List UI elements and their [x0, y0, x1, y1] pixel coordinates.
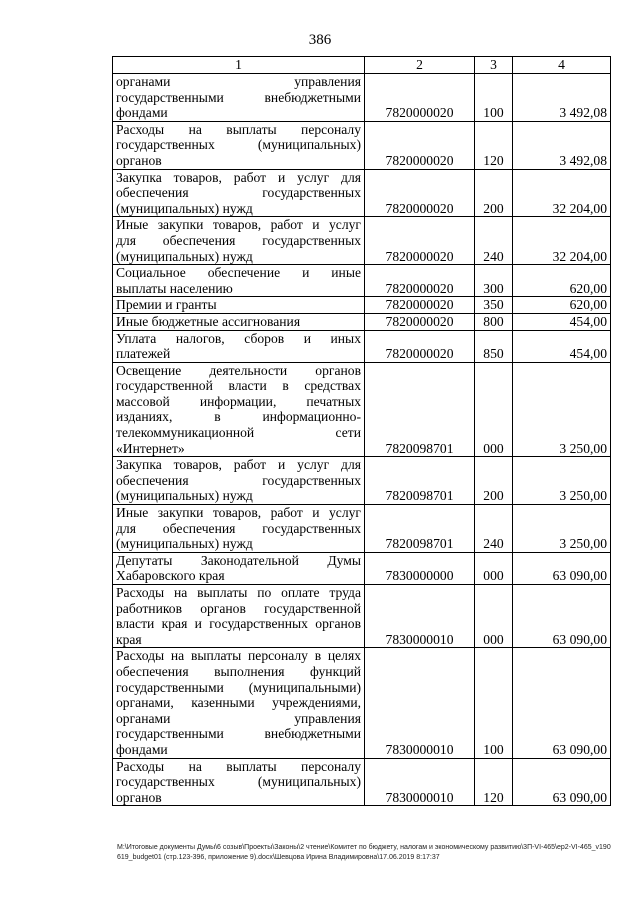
expense-type-code: 100	[475, 74, 513, 122]
expense-name-line: органами управления	[116, 74, 361, 89]
expense-name	[113, 217, 365, 265]
amount: 3 492,08	[513, 121, 611, 169]
amount: 620,00	[513, 265, 611, 297]
expense-name	[113, 585, 365, 648]
expense-type-code: 240	[475, 505, 513, 553]
expense-type-code: 800	[475, 313, 513, 330]
expense-name-line: государственными внебюджетными	[116, 89, 361, 105]
target-code: 7830000010	[365, 585, 475, 648]
table-row	[113, 552, 611, 584]
target-code: 7820000020	[365, 297, 475, 314]
expense-name-line: (муниципальных) нужд	[116, 248, 253, 264]
amount: 3 250,00	[513, 362, 611, 457]
table-body	[113, 74, 611, 806]
expense-name-line: Закупка товаров, работ и услуг для	[116, 457, 361, 473]
amount: 63 090,00	[513, 552, 611, 584]
table-row	[113, 121, 611, 169]
expense-type-code: 000	[475, 362, 513, 457]
expense-name-line: края	[116, 631, 142, 647]
expense-name-line: государственными внебюджетными	[116, 726, 361, 742]
expense-name	[113, 648, 365, 758]
table-row	[113, 265, 611, 297]
expense-name-line: государственных (муниципальных)	[116, 774, 361, 790]
amount: 454,00	[513, 313, 611, 330]
target-code: 7830000010	[365, 758, 475, 806]
expense-name-line: Освещение деятельности органов	[116, 362, 361, 378]
header-col-2: 2	[365, 57, 475, 74]
expense-name-line: органами управления	[116, 710, 361, 726]
page-number: 386	[308, 32, 332, 48]
expense-name	[113, 297, 365, 314]
expense-type-code: 240	[475, 217, 513, 265]
expense-type-code: 200	[475, 457, 513, 505]
expense-name-line: (муниципальных) нужд	[116, 488, 253, 504]
target-code: 7820000020	[365, 121, 475, 169]
expense-type-code: 350	[475, 297, 513, 314]
expense-name-line: для обеспечения государственных	[116, 520, 361, 536]
header-col-4: 4	[513, 57, 611, 74]
expense-type-code: 300	[475, 265, 513, 297]
expense-name-line: государственной власти в средствах	[116, 378, 361, 394]
table-row	[113, 313, 611, 330]
amount: 3 492,08	[513, 74, 611, 122]
expense-name-line: Расходы на выплаты персоналу	[116, 121, 361, 137]
expense-name-line: органами, казенными учреждениями,	[116, 695, 361, 711]
expense-name	[113, 362, 365, 457]
expense-name-line: Иные закупки товаров, работ и услуг	[116, 217, 361, 233]
expense-name	[113, 121, 365, 169]
expense-name	[113, 330, 365, 362]
expense-name-line: телекоммуникационной сети	[116, 425, 361, 441]
expense-type-code: 000	[475, 585, 513, 648]
expense-name-line: обеспечения выполнения функций	[116, 663, 361, 679]
expense-name	[113, 74, 365, 122]
amount: 3 250,00	[513, 505, 611, 553]
amount: 63 090,00	[513, 648, 611, 758]
amount: 620,00	[513, 297, 611, 314]
table-row	[113, 758, 611, 806]
table-row	[113, 648, 611, 758]
table-header-row	[113, 57, 611, 74]
expense-name-line: фондами	[116, 105, 168, 121]
expense-type-code: 200	[475, 169, 513, 217]
expense-name-line: органов	[116, 152, 162, 168]
expense-name-line: органов	[116, 789, 162, 805]
expense-type-code: 000	[475, 552, 513, 584]
target-code: 7820000020	[365, 217, 475, 265]
target-code: 7820000020	[365, 74, 475, 122]
expense-name	[113, 758, 365, 806]
expense-name-line: для обеспечения государственных	[116, 232, 361, 248]
expense-name-line: массовой информации, печатных	[116, 393, 361, 409]
target-code: 7820000020	[365, 169, 475, 217]
amount: 32 204,00	[513, 217, 611, 265]
file-path-footer: M:\Итоговые документы Думы\6 созыв\Проекты\Законы\2 чтение\Комитет по бюджету, налогам и экономическому развитию\3П-VI-465\ep2-VI-465_v190619_budget01 (стр.123-396, приложение 9).docx\Шевцова Ирина Владимировна\17.06.2019 8:17:37	[117, 844, 611, 861]
expense-name	[113, 552, 365, 584]
amount: 63 090,00	[513, 585, 611, 648]
expense-name-line: «Интернет»	[116, 440, 185, 456]
amount: 63 090,00	[513, 758, 611, 806]
expense-type-code: 120	[475, 121, 513, 169]
table-row	[113, 330, 611, 362]
target-code: 7820000020	[365, 313, 475, 330]
expense-name	[113, 313, 365, 330]
expense-name-line: (муниципальных) нужд	[116, 536, 253, 552]
expense-name-line: Расходы на выплаты персоналу в целях	[116, 648, 361, 664]
expense-name-line: Закупка товаров, работ и услуг для	[116, 169, 361, 185]
target-code: 7820098701	[365, 505, 475, 553]
expense-name-line: Расходы на выплаты персоналу	[116, 758, 361, 774]
expense-name-line: Премии и гранты	[116, 297, 217, 313]
header-col-3: 3	[475, 57, 513, 74]
expense-type-code: 120	[475, 758, 513, 806]
target-code: 7820000020	[365, 265, 475, 297]
expense-name	[113, 169, 365, 217]
table-row	[113, 585, 611, 648]
expense-name-line: выплаты населению	[116, 280, 233, 296]
table-row	[113, 169, 611, 217]
target-code: 7820000020	[365, 330, 475, 362]
expense-name-line: Социальное обеспечение и иные	[116, 265, 361, 281]
expense-name-line: государственных (муниципальных)	[116, 137, 361, 153]
expense-name-line: фондами	[116, 741, 168, 757]
expense-name-line: (муниципальных) нужд	[116, 200, 253, 216]
target-code: 7830000010	[365, 648, 475, 758]
expense-name-line: Иные закупки товаров, работ и услуг	[116, 505, 361, 521]
table-row	[113, 74, 611, 122]
expense-name-line: Расходы на выплаты по оплате труда	[116, 585, 361, 600]
amount: 3 250,00	[513, 457, 611, 505]
expense-name-line: обеспечения государственных	[116, 185, 361, 201]
expense-type-code: 100	[475, 648, 513, 758]
amount: 32 204,00	[513, 169, 611, 217]
expense-name	[113, 265, 365, 297]
header-col-1: 1	[113, 57, 365, 74]
target-code: 7820098701	[365, 362, 475, 457]
table-row	[113, 217, 611, 265]
expense-name-line: изданиях, в информационно-	[116, 409, 361, 425]
expense-name-line: Иные бюджетные ассигнования	[116, 313, 301, 329]
expense-name	[113, 457, 365, 505]
budget-table	[112, 56, 611, 806]
expense-name	[113, 505, 365, 553]
amount: 454,00	[513, 330, 611, 362]
expense-name-line: государственными (муниципальными)	[116, 679, 361, 695]
table-row	[113, 505, 611, 553]
table-row	[113, 297, 611, 314]
table-row	[113, 362, 611, 457]
expense-name-line: Хабаровского края	[116, 568, 225, 584]
table-row	[113, 457, 611, 505]
expense-name-line: Уплата налогов, сборов и иных	[116, 330, 361, 346]
target-code: 7830000000	[365, 552, 475, 584]
expense-name-line: власти края и государственных органов	[116, 616, 361, 632]
expense-name-line: Депутаты Законодательной Думы	[116, 552, 361, 568]
target-code: 7820098701	[365, 457, 475, 505]
expense-type-code: 850	[475, 330, 513, 362]
expense-name-line: работников органов государственной	[116, 600, 361, 616]
expense-name-line: обеспечения государственных	[116, 472, 361, 488]
expense-name-line: платежей	[116, 346, 171, 362]
